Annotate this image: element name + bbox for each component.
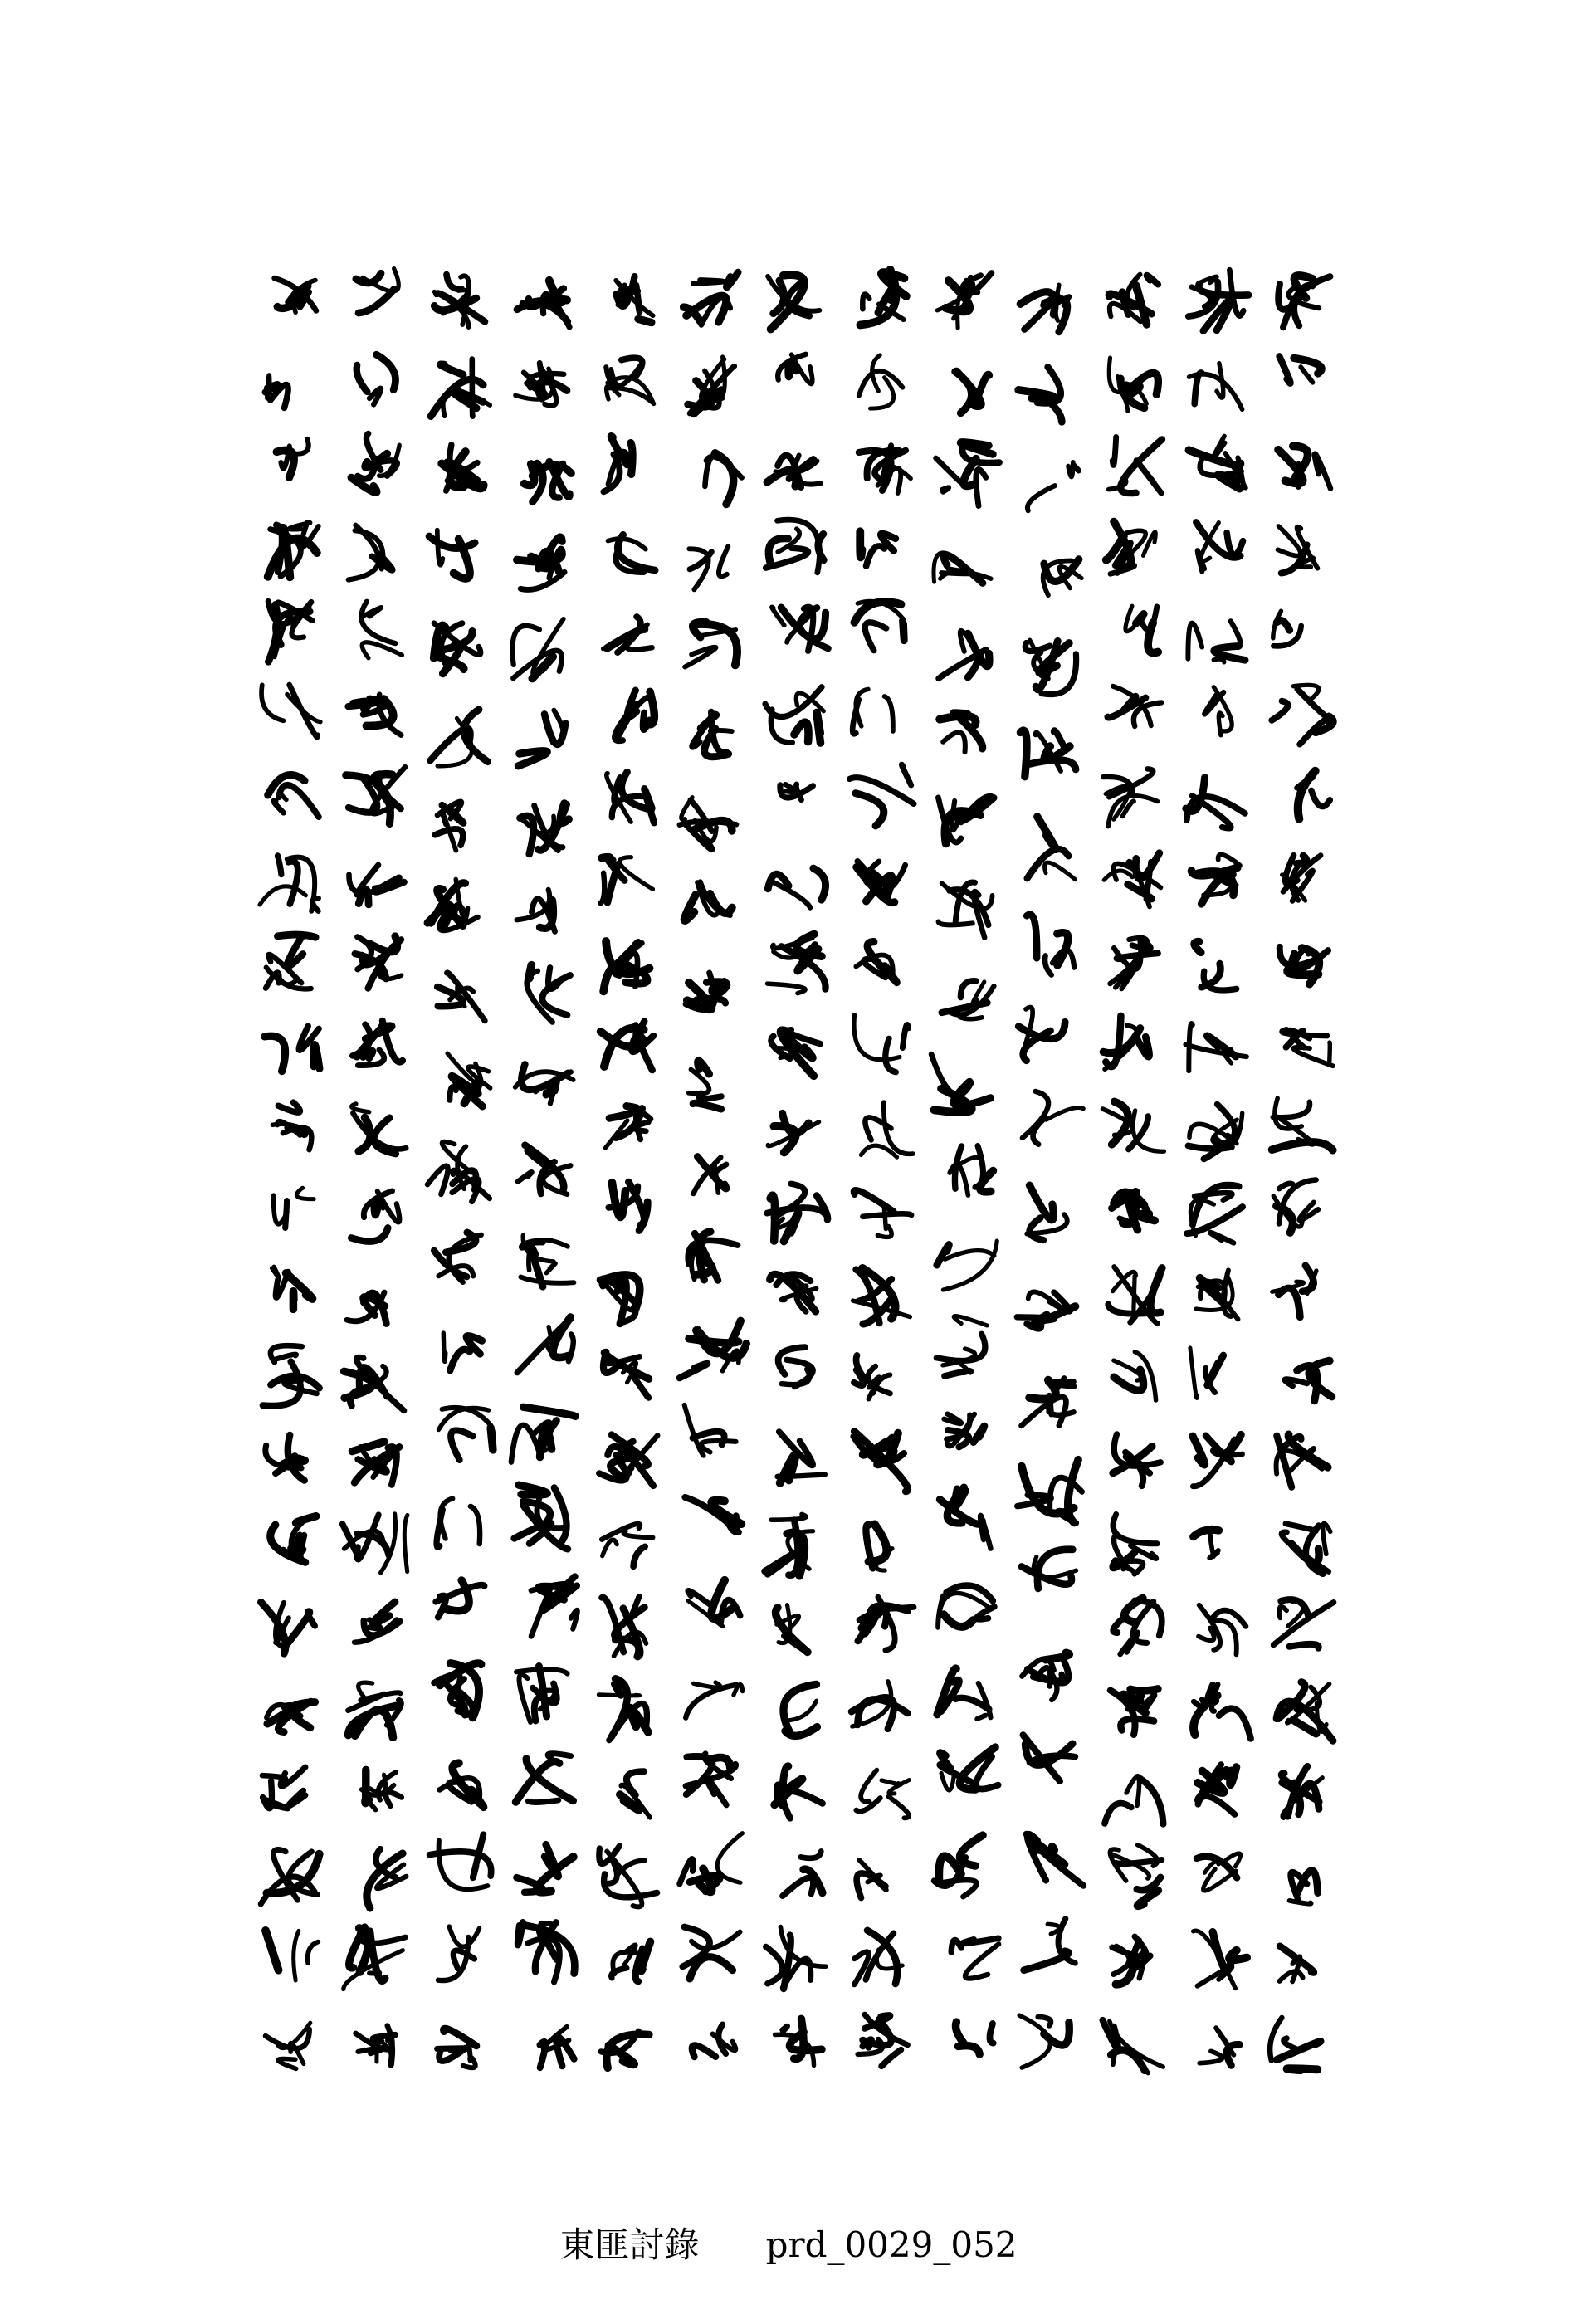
ink-stroke	[783, 1113, 809, 1134]
ink-stroke	[1199, 284, 1248, 295]
ink-stroke	[1293, 1720, 1316, 1734]
ink-stroke	[1112, 1101, 1129, 1145]
ink-stroke	[942, 487, 949, 491]
ink-stroke	[1213, 659, 1224, 662]
manuscript-column	[598, 276, 657, 2068]
ink-stroke	[1210, 1233, 1233, 1243]
ink-stroke	[603, 1540, 618, 1556]
ink-stroke	[818, 534, 824, 560]
ink-stroke	[491, 1428, 493, 1450]
ink-stroke	[1133, 1602, 1154, 1643]
ink-stroke	[881, 2050, 901, 2067]
ink-stroke	[886, 1038, 896, 1072]
ink-stroke	[1284, 2038, 1298, 2050]
ink-stroke	[1136, 461, 1161, 493]
ink-stroke	[954, 1316, 987, 1326]
manuscript-column	[511, 281, 578, 2068]
ink-stroke	[571, 1610, 578, 1629]
ink-stroke	[450, 1087, 456, 1101]
ink-stroke	[517, 1319, 571, 1373]
ink-stroke	[294, 1931, 299, 1980]
manuscript-column	[1185, 270, 1251, 2065]
ink-stroke	[601, 873, 605, 904]
ink-stroke	[865, 622, 886, 651]
ink-stroke	[1290, 1901, 1311, 1904]
ink-stroke	[1106, 1016, 1120, 1067]
ink-stroke	[1038, 817, 1057, 849]
ink-stroke	[263, 1781, 272, 1809]
manuscript-column	[1017, 285, 1083, 2068]
ink-stroke	[427, 1166, 448, 1194]
ink-stroke	[793, 364, 796, 371]
ink-stroke	[959, 1017, 982, 1018]
ink-stroke	[936, 1334, 985, 1360]
ink-stroke	[937, 1244, 950, 1265]
ink-stroke	[364, 608, 382, 617]
ink-stroke	[452, 390, 483, 408]
ink-stroke	[690, 1957, 733, 1979]
handwritten-manuscript-image	[249, 249, 1345, 2092]
ink-stroke	[689, 1339, 739, 1343]
manuscript-column	[343, 269, 408, 2065]
ink-stroke	[1199, 2051, 1222, 2063]
ink-stroke	[1213, 1932, 1231, 1970]
ink-stroke	[1194, 1530, 1219, 1536]
ink-stroke	[936, 458, 960, 482]
ink-stroke	[1126, 1777, 1139, 1806]
ink-stroke	[441, 364, 463, 374]
footer-caption	[0, 2218, 1577, 2268]
ink-stroke	[1045, 862, 1076, 880]
ink-stroke	[451, 1430, 473, 1460]
manuscript-column	[427, 275, 493, 2068]
ink-stroke	[281, 788, 286, 800]
ink-stroke	[278, 1102, 300, 1112]
manuscript-column	[680, 272, 746, 2057]
ink-stroke	[266, 1931, 279, 1970]
manuscript-columns-drawing	[249, 249, 1345, 2092]
ink-stroke	[945, 1371, 970, 1376]
ink-stroke	[1193, 1436, 1205, 1465]
ink-stroke	[300, 1536, 305, 1559]
ink-stroke	[783, 2026, 788, 2032]
ink-stroke	[296, 1188, 314, 1199]
ink-stroke	[859, 371, 903, 396]
ink-stroke	[693, 280, 724, 283]
ink-stroke	[369, 1970, 379, 1974]
ink-stroke	[369, 388, 381, 404]
ink-stroke	[554, 1487, 567, 1542]
ink-stroke	[644, 788, 654, 823]
manuscript-column	[1270, 276, 1334, 2070]
ink-stroke	[471, 1506, 480, 1544]
ink-stroke	[373, 1602, 395, 1623]
ink-stroke	[1201, 276, 1217, 283]
ink-stroke	[618, 1861, 645, 1874]
footer-book-title: 東匪討錄	[559, 2224, 700, 2265]
ink-stroke	[945, 1414, 962, 1423]
ink-stroke	[289, 862, 298, 904]
ink-stroke	[1190, 1348, 1197, 1399]
ink-stroke	[1297, 689, 1330, 718]
ink-stroke	[1033, 1118, 1045, 1144]
ink-stroke	[863, 2039, 872, 2047]
ink-stroke	[771, 1514, 806, 1520]
ink-stroke	[608, 539, 646, 549]
ink-stroke	[1038, 2017, 1051, 2026]
ink-stroke	[1272, 701, 1287, 720]
ink-stroke	[862, 1213, 911, 1216]
ink-stroke	[289, 1790, 305, 1805]
ink-stroke	[785, 784, 794, 792]
ink-stroke	[365, 1770, 366, 1803]
ink-stroke	[1219, 1709, 1251, 1739]
ink-stroke	[528, 1800, 559, 1803]
ink-stroke	[548, 1754, 571, 1760]
ink-stroke	[524, 1407, 576, 1416]
ink-stroke	[685, 1405, 704, 1456]
manuscript-column	[764, 275, 828, 2065]
ink-stroke	[768, 984, 806, 994]
ink-stroke	[272, 1267, 279, 1277]
ink-stroke	[612, 1183, 625, 1217]
ink-stroke	[386, 1792, 402, 1805]
ink-stroke	[274, 801, 284, 813]
ink-stroke	[1136, 1037, 1150, 1057]
ink-stroke	[520, 1277, 574, 1283]
ink-stroke	[784, 1701, 816, 1721]
ink-stroke	[265, 1036, 286, 1071]
ink-stroke	[359, 290, 394, 314]
ink-stroke	[867, 546, 885, 566]
ink-stroke	[1227, 533, 1243, 555]
ink-stroke	[1270, 2018, 1282, 2061]
ink-stroke	[780, 1455, 795, 1483]
ink-stroke	[873, 1607, 914, 1609]
ink-stroke	[377, 354, 396, 390]
ink-stroke	[943, 732, 965, 752]
ink-stroke	[1050, 1292, 1070, 1311]
ink-stroke	[901, 764, 911, 785]
ink-stroke	[694, 1682, 720, 1687]
ink-stroke	[1047, 1107, 1084, 1120]
ink-stroke	[884, 1208, 886, 1229]
ink-stroke	[266, 973, 279, 989]
manuscript-column	[850, 270, 914, 2067]
ink-stroke	[1045, 955, 1052, 974]
ink-stroke	[1113, 1515, 1157, 1544]
ink-stroke	[1058, 1919, 1075, 1963]
ink-stroke	[1123, 1568, 1135, 1573]
ink-stroke	[1105, 1804, 1131, 1824]
ink-stroke	[352, 1442, 384, 1452]
ink-stroke	[1277, 621, 1289, 631]
ink-stroke	[643, 713, 650, 730]
ink-stroke	[1294, 358, 1321, 374]
ink-stroke	[698, 1061, 710, 1074]
ink-stroke	[1273, 1102, 1310, 1117]
ink-stroke	[885, 696, 893, 731]
ink-stroke	[944, 1614, 973, 1627]
ink-stroke	[1282, 1773, 1295, 1784]
ink-stroke	[1302, 1266, 1314, 1291]
ink-stroke	[719, 546, 728, 576]
ink-stroke	[635, 1122, 649, 1131]
ink-stroke	[314, 1045, 320, 1069]
ink-stroke	[965, 1944, 998, 1978]
ink-stroke	[1293, 1047, 1332, 1066]
ink-stroke	[569, 1335, 574, 1362]
ink-stroke	[1301, 367, 1312, 383]
ink-stroke	[1279, 356, 1290, 383]
ink-stroke	[726, 272, 738, 287]
ink-stroke	[1020, 730, 1027, 777]
ink-stroke	[962, 1938, 998, 1943]
ink-stroke	[1299, 1203, 1318, 1220]
ink-stroke	[1272, 1142, 1333, 1150]
ink-stroke	[1019, 2015, 1050, 2068]
ink-stroke	[687, 983, 711, 1009]
ink-stroke	[685, 647, 715, 667]
ink-stroke	[1028, 486, 1055, 510]
ink-stroke	[860, 531, 862, 557]
ink-stroke	[638, 319, 652, 322]
ink-stroke	[861, 1770, 876, 1802]
ink-stroke	[1188, 623, 1202, 659]
ink-stroke	[1229, 1950, 1247, 1960]
ink-stroke	[627, 637, 652, 650]
ink-stroke	[801, 1852, 821, 1858]
ink-stroke	[404, 1516, 408, 1572]
ink-stroke	[1279, 1607, 1286, 1618]
ink-stroke	[766, 1946, 783, 1983]
ink-stroke	[1059, 567, 1081, 588]
ink-stroke	[278, 856, 281, 875]
ink-stroke	[960, 981, 976, 998]
ink-stroke	[764, 1552, 796, 1574]
ink-stroke	[267, 375, 270, 398]
ink-stroke	[261, 685, 283, 720]
ink-stroke	[449, 1926, 479, 1946]
ink-stroke	[1290, 1644, 1319, 1648]
ink-stroke	[959, 2046, 980, 2054]
ink-stroke	[977, 1607, 994, 1619]
ink-stroke	[1112, 437, 1116, 466]
ink-stroke	[450, 1350, 470, 1370]
ink-stroke	[1027, 915, 1037, 959]
ink-stroke	[544, 714, 565, 744]
ink-stroke	[620, 857, 653, 890]
ink-stroke	[902, 1024, 908, 1047]
ink-stroke	[364, 1051, 373, 1058]
ink-stroke	[623, 1531, 652, 1538]
ink-stroke	[1194, 941, 1201, 952]
ink-stroke	[693, 1103, 721, 1109]
ink-stroke	[260, 886, 305, 905]
ink-stroke	[313, 898, 319, 911]
ink-stroke	[941, 1772, 954, 1790]
ink-stroke	[608, 865, 618, 903]
ink-stroke	[1230, 1767, 1237, 1784]
ink-stroke	[1018, 1495, 1051, 1506]
ink-stroke	[1285, 1379, 1307, 1386]
ink-stroke	[889, 1797, 910, 1819]
ink-stroke	[701, 1441, 736, 1452]
ink-stroke	[1057, 933, 1068, 965]
ink-stroke	[633, 1546, 645, 1566]
ink-stroke	[296, 1516, 316, 1524]
ink-stroke	[1323, 1524, 1330, 1555]
ink-stroke	[287, 936, 303, 966]
ink-stroke	[1130, 1689, 1158, 1691]
ink-stroke	[546, 1263, 555, 1273]
ink-stroke	[1054, 730, 1066, 749]
ink-stroke	[275, 1355, 296, 1360]
ink-stroke	[974, 1426, 984, 1443]
ink-stroke	[609, 1106, 638, 1119]
ink-stroke	[976, 469, 986, 505]
ink-stroke	[955, 2022, 964, 2043]
ink-stroke	[1113, 1620, 1120, 1633]
ink-stroke	[1311, 790, 1330, 806]
ink-stroke	[1148, 622, 1158, 652]
manuscript-column	[1103, 275, 1164, 2073]
ink-stroke	[813, 868, 826, 900]
ink-stroke	[293, 1291, 294, 1310]
ink-stroke	[684, 895, 696, 921]
ink-stroke	[518, 751, 547, 766]
ink-stroke	[1025, 643, 1049, 652]
ink-stroke	[854, 1015, 900, 1060]
ink-stroke	[1315, 454, 1330, 489]
ink-stroke	[1199, 1628, 1214, 1641]
ink-stroke	[520, 572, 564, 589]
ink-stroke	[856, 793, 884, 826]
ink-stroke	[1017, 1317, 1054, 1321]
ink-stroke	[862, 295, 869, 310]
footer-page-code: prd_0029_052	[765, 2224, 1018, 2265]
ink-stroke	[278, 2058, 296, 2068]
ink-stroke	[1073, 465, 1079, 471]
ink-stroke	[989, 2024, 993, 2043]
ink-stroke	[520, 1675, 530, 1722]
ink-stroke	[783, 1877, 813, 1896]
ink-stroke	[1029, 760, 1076, 769]
ink-stroke	[794, 722, 808, 741]
ink-stroke	[692, 2045, 715, 2057]
ink-stroke	[278, 935, 316, 937]
ink-stroke	[518, 1172, 531, 1181]
ink-stroke	[1272, 1282, 1304, 1291]
manuscript-column	[931, 273, 999, 2054]
ink-stroke	[686, 1685, 736, 1718]
ink-stroke	[1279, 1288, 1301, 1317]
ink-stroke	[960, 1835, 983, 1866]
ink-stroke	[308, 1942, 319, 1964]
ink-stroke	[357, 365, 368, 392]
ink-stroke	[1287, 2068, 1318, 2070]
ink-stroke	[903, 621, 905, 641]
ink-stroke	[1194, 373, 1202, 404]
ink-stroke	[556, 2037, 574, 2067]
ink-stroke	[945, 1251, 994, 1259]
ink-stroke	[443, 2029, 476, 2046]
ink-stroke	[977, 1716, 985, 1719]
ink-stroke	[1147, 276, 1159, 285]
ink-stroke	[1030, 1218, 1043, 1240]
ink-stroke	[523, 300, 563, 304]
ink-stroke	[1218, 475, 1240, 489]
ink-stroke	[680, 1364, 707, 1378]
ink-stroke	[443, 1333, 446, 1361]
ink-stroke	[854, 1190, 894, 1212]
ink-stroke	[281, 1767, 305, 1786]
manuscript-column	[260, 278, 320, 2068]
ink-stroke	[351, 1228, 388, 1241]
ink-stroke	[637, 286, 640, 312]
ink-stroke	[817, 713, 820, 744]
